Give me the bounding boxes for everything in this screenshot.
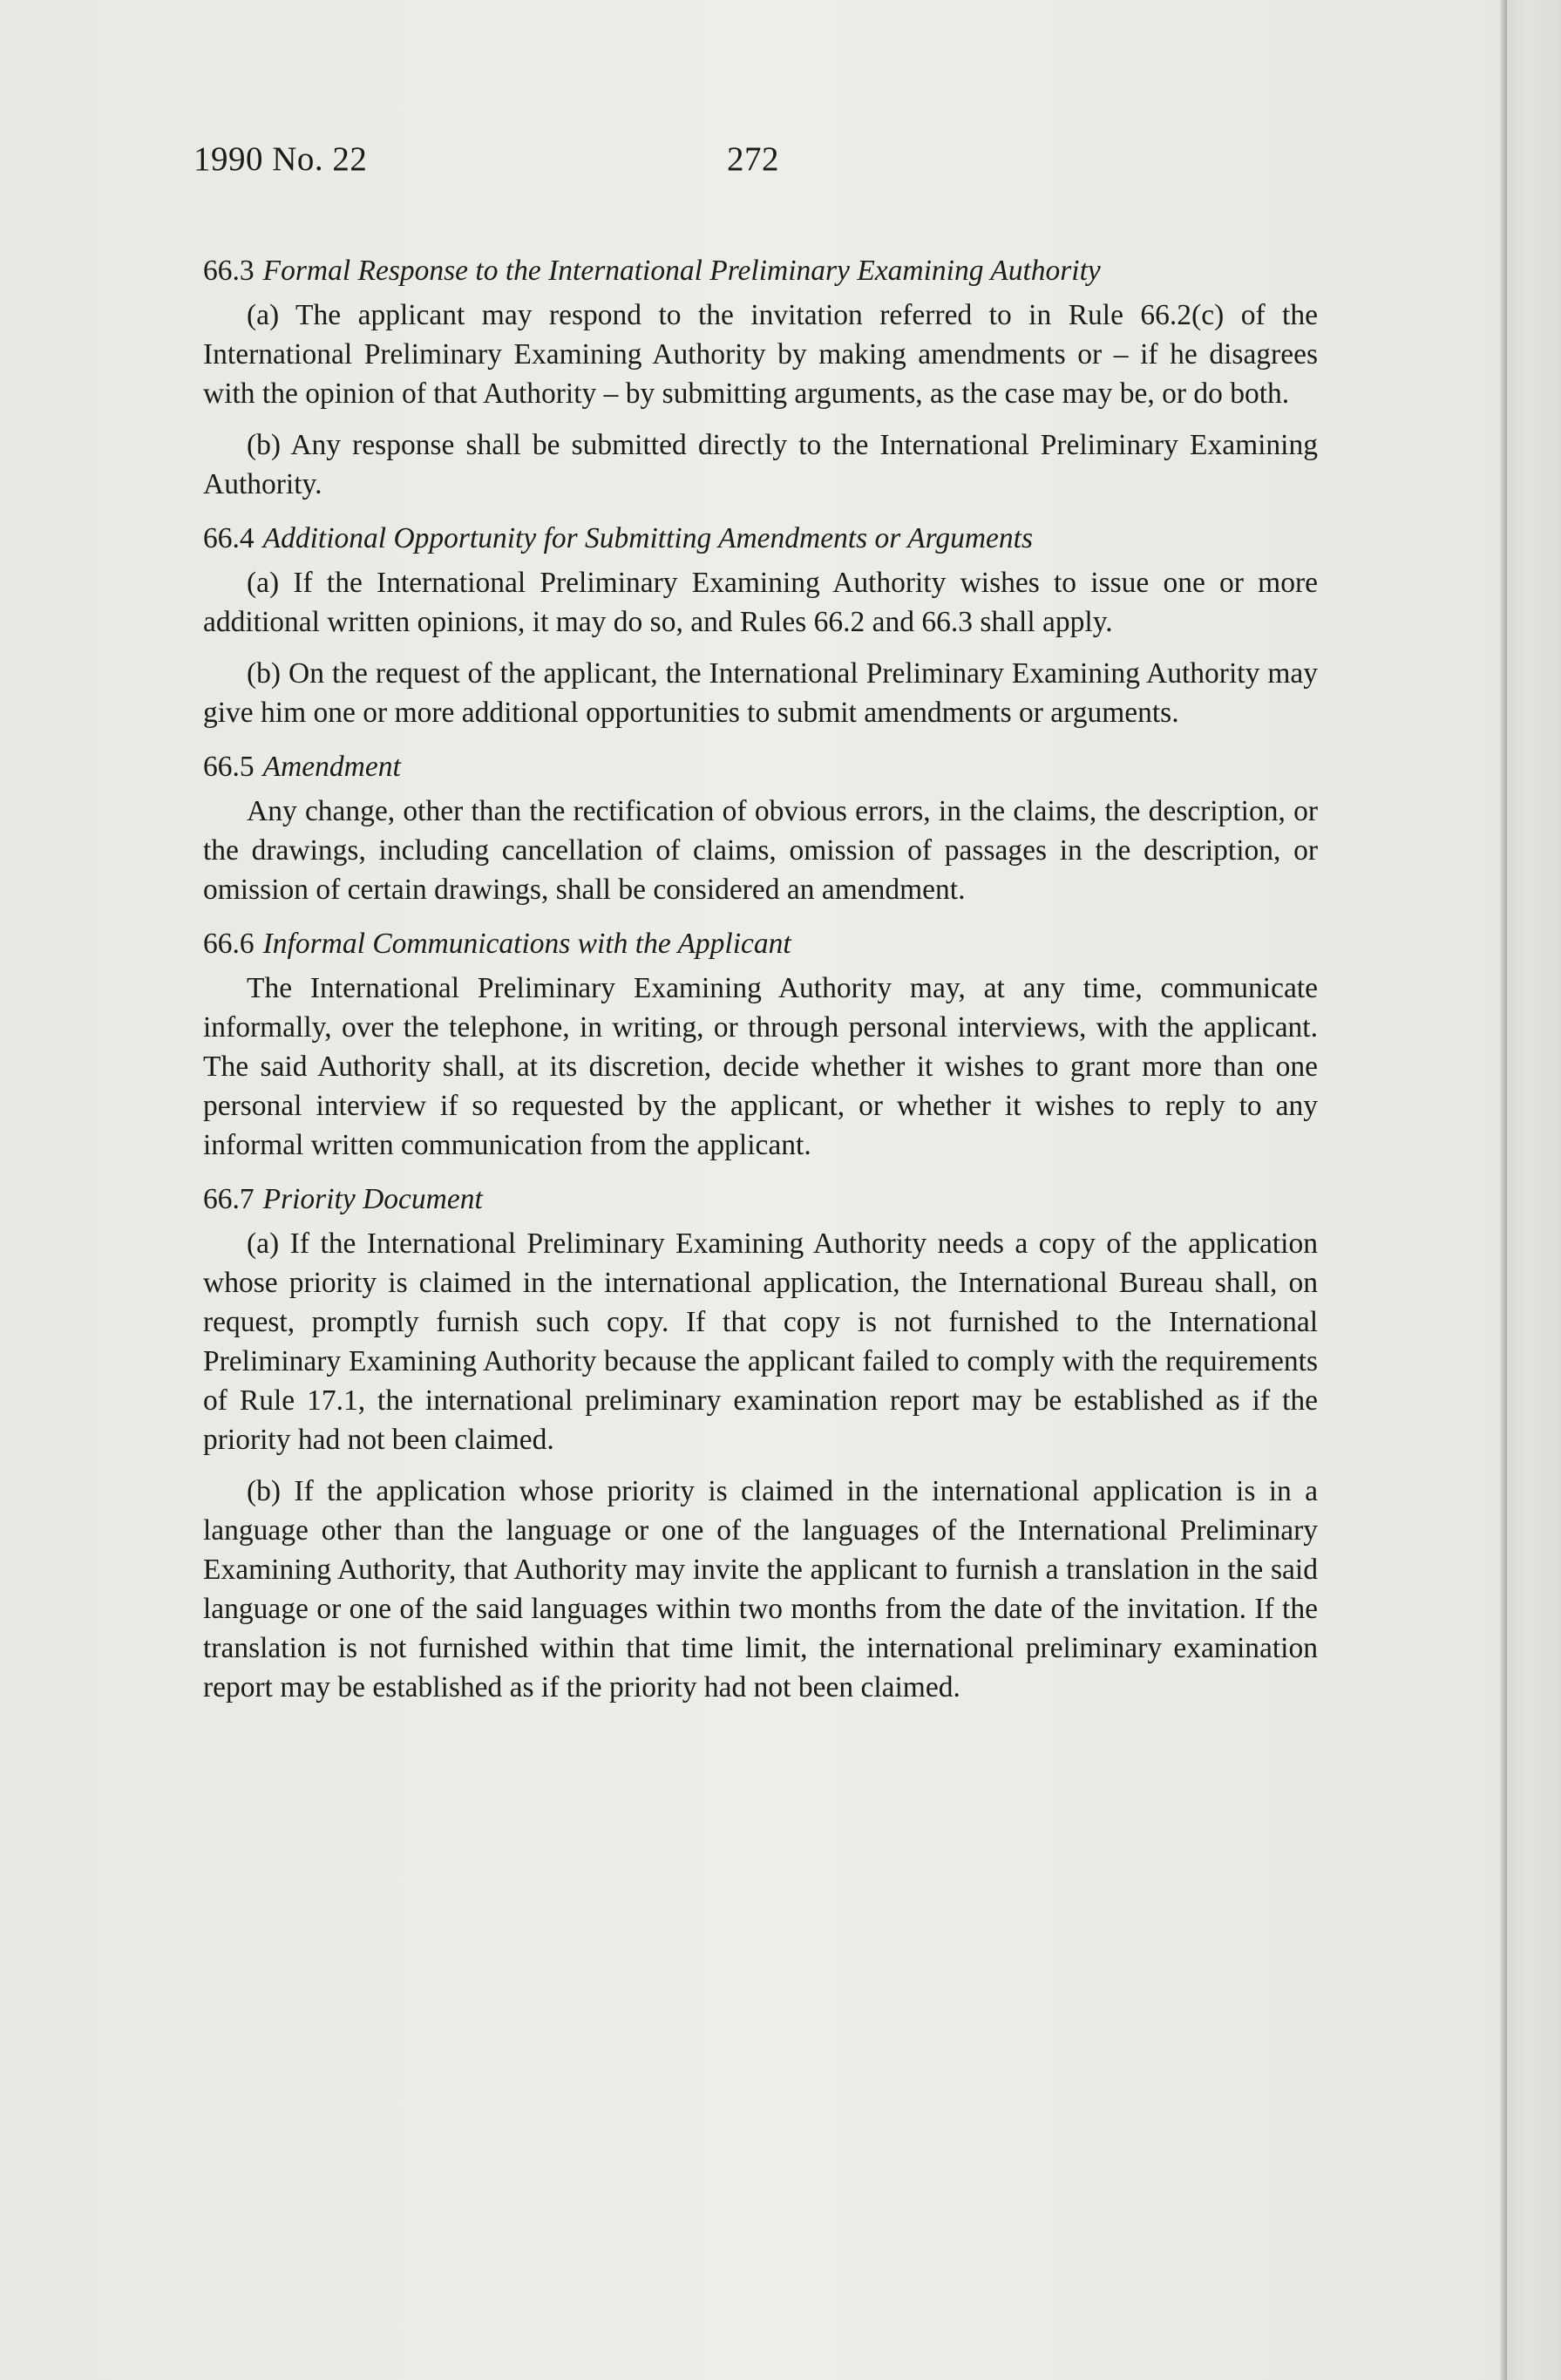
page-edge-shadow — [1500, 0, 1507, 2380]
paragraph: The International Preliminary Examining Authority may, at any time, communicate informally, over the telephone, in writing, or through personal interviews, with the applicant. The said Authority shall, at its discretion, decide whether it wishes to grant more than one personal interview if so requested by the applicant, or whether it wishes to reply to any informal written communication from the applicant. — [203, 972, 1318, 1161]
section-heading — [203, 251, 1318, 290]
section-title: Informal Communications with the Applicant — [262, 928, 791, 960]
section-number: 66.5 — [203, 751, 255, 783]
section-title: Formal Response to the International Preliminary Examining Authority — [262, 255, 1101, 287]
paragraph: (b) On the request of the applicant, the International Preliminary Examining Authority may give him one or more additional opportunities to submit amendments or arguments. — [203, 657, 1318, 729]
section-number: 66.7 — [203, 1183, 255, 1215]
paragraph: Any change, other than the rectification of obvious errors, in the claims, the description, or the drawings, including cancellation of claims, omission of passages in the description, or omission of certain drawings, shall be considered an amendment. — [203, 795, 1318, 906]
section-heading — [203, 924, 1318, 963]
section-number: 66.3 — [203, 255, 255, 287]
section-66-3 — [203, 251, 1318, 504]
next-page-edge — [1507, 0, 1561, 2380]
section-number: 66.6 — [203, 928, 255, 960]
section-heading — [203, 1180, 1318, 1219]
section-title: Priority Document — [262, 1183, 483, 1215]
paragraph: (b) If the application whose priority is claimed in the international application is in a language other than the language or one of the languages of the International Preliminary Examining Authority, that Authority may invite the applicant to furnish a translation in the said language or one of the said languages within two months from the date of the invitation. If the translation is not furnished within that time limit, the international preliminary examination report may be established as if the priority had not been claimed. — [203, 1475, 1318, 1703]
paragraph: (b) Any response shall be submitted directly to the International Preliminary Examining Authority. — [203, 429, 1318, 500]
section-title: Additional Opportunity for Submitting Amendments or Arguments — [262, 522, 1034, 554]
paragraph: (a) If the International Preliminary Examining Authority wishes to issue one or more additional written opinions, it may do so, and Rules 66.2 and 66.3 shall apply. — [203, 567, 1318, 638]
section-title: Amendment — [262, 751, 401, 783]
page-body — [203, 251, 1318, 1722]
section-heading — [203, 519, 1318, 558]
page-header — [193, 139, 779, 179]
section-66-4 — [203, 519, 1318, 732]
section-heading — [203, 747, 1318, 786]
header-year-number: 1990 No. 22 — [193, 140, 368, 178]
section-66-7 — [203, 1180, 1318, 1707]
section-number: 66.4 — [203, 522, 255, 554]
paragraph: (a) If the International Preliminary Examining Authority needs a copy of the application whose priority is claimed in the international application, the International Bureau shall, on request, promptly furnish such copy. If that copy is not furnished to the International Preliminary Examining Authority because the applicant failed to comply with the requirements of Rule 17.1, the international preliminary examination report may be established as if the priority had not been claimed. — [203, 1227, 1318, 1456]
section-66-5 — [203, 747, 1318, 909]
section-66-6 — [203, 924, 1318, 1165]
header-page-number: 272 — [727, 140, 779, 178]
paragraph: (a) The applicant may respond to the invitation referred to in Rule 66.2(c) of the International Preliminary Examining Authority by making amendments or – if he disagrees with the opinion of that Authority – by submitting arguments, as the case may be, or do both. — [203, 299, 1318, 410]
